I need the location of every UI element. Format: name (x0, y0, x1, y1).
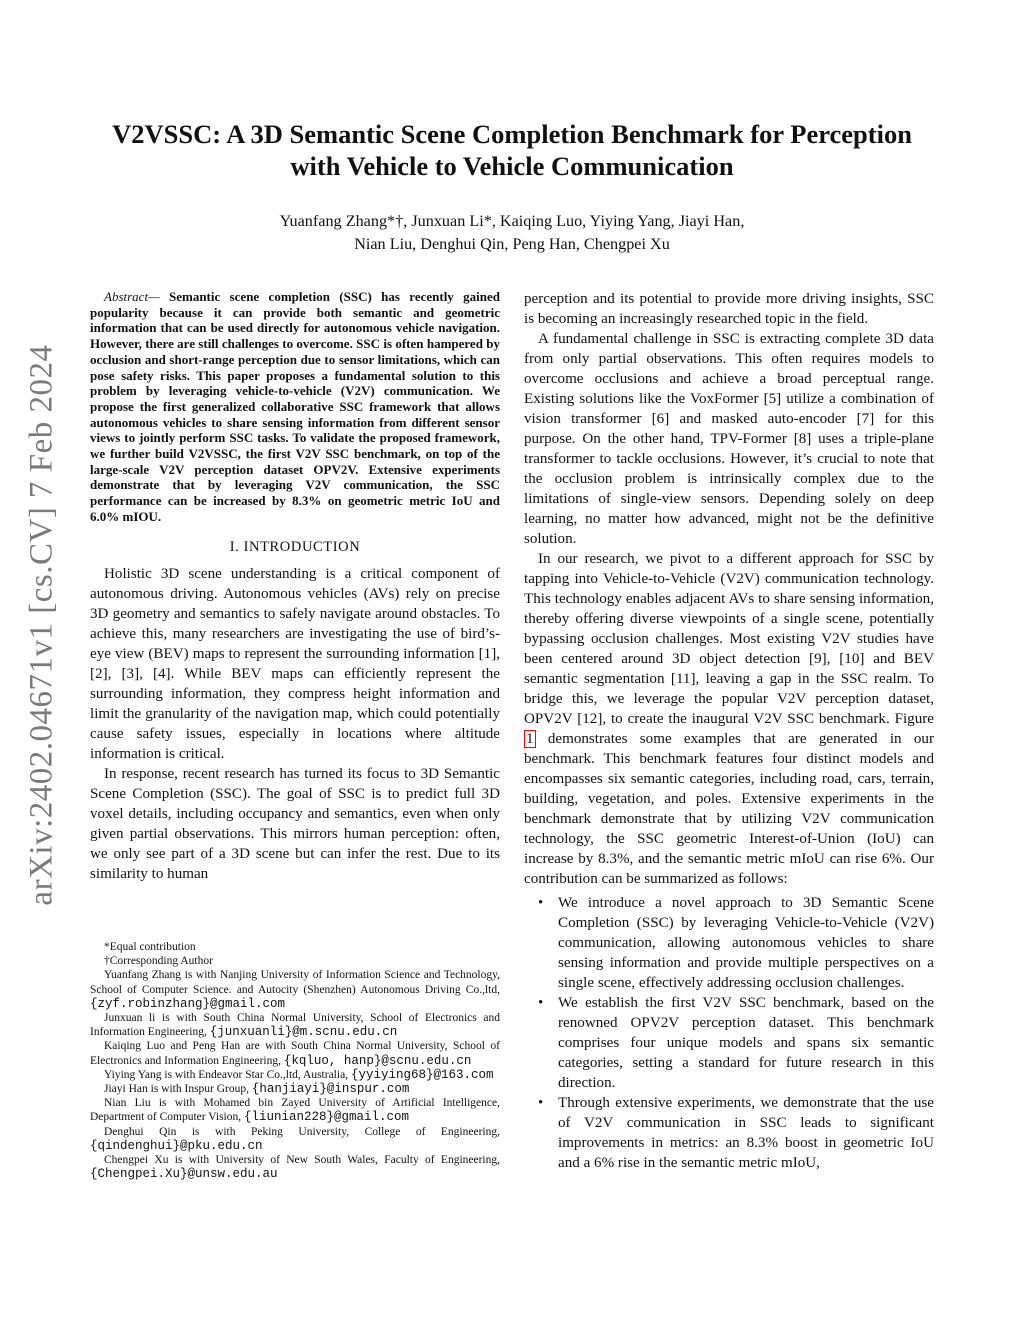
paper-title (60, 118, 964, 182)
intro-paragraph-1: Holistic 3D scene understanding is a critical component of autonomous driving. Autonomous vehicles (AVs) rely on precise 3D geometry and semantics to safely navigate around obstacles. To achieve this, many researchers are investigating the use of bird’s-eye view (BEV) maps to represent the surrounding information [1], [2], [3], [4]. While BEV maps can efficiently represent the surrounding information, they compress height information and limit the granularity of the navigation map, which could potentially cause safety issues, especially in locations where altitude information is critical. (90, 565, 500, 762)
arxiv-identifier: arXiv:2402.04671v1 [cs.CV] 7 Feb 2024 (23, 344, 60, 906)
bullet-icon: • (538, 895, 544, 911)
footnote-affiliation-luo-han: Kaiqing Luo and Peng Han are with South China Normal University, School of Electronics and Information Engineering, {kqluo, hanp}@scnu.edu.cn (90, 1040, 500, 1068)
email-zhang: {zyf.robinzhang}@gmail.com (90, 996, 286, 1011)
author-list (100, 210, 924, 256)
footnote-affiliation-liu: Nian Liu is with Mohamed bin Zayed University of Artificial Intelligence, Department of Computer Vision, {liunian228}@gmail.com (90, 1097, 500, 1125)
email-han: {hanjiayi}@inspur.com (251, 1082, 410, 1097)
intro-paragraph-2: In response, recent research has turned its focus to 3D Semantic Scene Completion (SSC). The goal of SSC is to predict full 3D voxel details, including occupancy and semantics, even when only given partial observations. This mirrors human perception: often, we only see part of a 3D scene but can infer the rest. Due to its similarity to human (90, 765, 500, 882)
contribution-item: • We establish the first V2V SSC benchmark, based on the renowned OPV2V perception dataset. This benchmark comprises four unique models and spans six semantic categories, setting a standard for future research in this direction. (538, 995, 934, 1091)
bullet-icon: • (538, 1095, 544, 1111)
bullet-icon: • (538, 995, 544, 1011)
footnote-affiliation-yang: Yiying Yang is with Endeavor Star Co.,ltd, Australia, {yyiying68}@163.com (104, 1067, 494, 1082)
authors-line-2: Nian Liu, Denghui Qin, Peng Han, Chengpei Xu (354, 235, 670, 253)
left-column (90, 289, 500, 884)
footnote-affiliation-xu: Chengpei Xu is with University of New South Wales, Faculty of Engineering, {Chengpei.Xu}@unsw.edu.au (90, 1154, 500, 1182)
footnote-corresponding-author: †Corresponding Author (104, 955, 213, 968)
footnote-affiliation-zhang: Yuanfang Zhang is with Nanjing University of Information Science and Technology, School of Computer Science. and Autocity (Shenzhen) Autonomous Driving Co.,ltd,{zyf.robinzhang}@gmail.com (90, 969, 500, 1011)
title-line-2: with Vehicle to Vehicle Communication (290, 151, 734, 181)
footnote-affiliation-li: Junxuan li is with South China Normal University, School of Electronics and Information Engineering, {junxuanli}@m.scnu.edu.cn (90, 1012, 500, 1040)
email-xu: {Chengpei.Xu}@unsw.edu.au (90, 1167, 278, 1182)
right-column (524, 289, 934, 1173)
email-liu: {liunian228}@gmail.com (244, 1110, 410, 1125)
footnote-affiliation-han: Jiayi Han is with Inspur Group, {hanjiayi}@inspur.com (104, 1082, 410, 1097)
figure-1-link[interactable]: 1 (526, 731, 534, 747)
right-paragraph-3: In our research, we pivot to a different approach for SSC by tapping into Vehicle-to-Vehicle (V2V) communication technology. This technology enables adjacent AVs to share sensing information, thereby offering diverse viewpoints of a single scene, potentially bypassing occlusion challenges. Most existing V2V studies have been centered around 3D object detection [9], [10] and BEV semantic segmentation [11], leaving a gap in the SSC realm. To bridge this, we leverage the popular V2V perception dataset, OPV2V [12], to create the inaugural V2V SSC benchmark. Figure 1 demonstrates some examples that are generated in our benchmark. This benchmark features four distinct models and encompasses six semantic categories, including road, cars, terrain, building, vegetation, and poles. Extensive experiments in the benchmark demonstrate that by utilizing V2V communication technology, the SSC geometric Interest-of-Union (IoU) can increase by 8.3%, and the semantic metric mIoU can rise 6%. Our contribution can be summarized as follows: (524, 551, 934, 887)
contribution-list (524, 893, 934, 1173)
contribution-item: • Through extensive experiments, we demonstrate that the use of V2V communication in SSC leads to significant improvements in metrics: an 8.3% boost in geometric IoU and a 6% rise in the semantic metric mIoU, (538, 1095, 934, 1171)
abstract-text: Semantic scene completion (SSC) has recently gained popularity because it can provide both semantic and geometric information that can be used directly for autonomous vehicle navigation. However, there are still challenges to overcome. SSC is often hampered by occlusion and short-range perception due to sensor limitations, which can pose safety risks. This paper proposes a fundamental solution to this problem by leveraging vehicle-to-vehicle (V2V) communication. We propose the first generalized collaborative SSC framework that allows autonomous vehicles to share sensing information from different sensor views to jointly perform SSC tasks. To validate the proposed framework, we further build V2VSSC, the first V2V SSC benchmark, on top of the large-scale V2V perception dataset OPV2V. Extensive experiments demonstrate that by leveraging V2V communication, the SSC performance can be increased by 8.3% on geometric metric IoU and 6.0% mIOU. (90, 289, 501, 524)
section-heading-introduction: I. INTRODUCTION (229, 538, 361, 555)
abstract-label: Abstract (104, 289, 149, 304)
authors-line-1: Yuanfang Zhang*†, Junxuan Li*, Kaiqing Luo, Yiying Yang, Jiayi Han, (279, 212, 745, 230)
email-yang: {yyiying68}@163.com (350, 1067, 494, 1082)
title-line-1: V2VSSC: A 3D Semantic Scene Completion Benchmark for Perception (112, 119, 912, 149)
email-luo-han: {kqluo, hanp}@scnu.edu.cn (283, 1053, 472, 1068)
right-paragraph-2: A fundamental challenge in SSC is extracting complete 3D data from only partial observations. This often requires models to overcome occlusions and achieve a broad perceptual range. Existing solutions like the VoxFormer [5] utilize a combination of vision transformer [6] and masked auto-encoder [7] for this purpose. On the other hand, TPV-Former [8] uses a triple-plane transformer to tackle occlusions. However, it’s crucial to note that the occlusion problem is intrinsically complex due to the limitations of single-view sensors. Depending solely on deep learning, no matter how advanced, might not be the definitive solution. (524, 331, 934, 547)
contribution-item: • We introduce a novel approach to 3D Semantic Scene Completion (SSC) by leveraging Vehicle-to-Vehicle (V2V) communication, allowing autonomous vehicles to share sensing information and provide multiple perspectives on a single scene, effectively addressing occlusion challenges. (538, 895, 934, 991)
abstract: Abstract— Semantic scene completion (SSC) has recently gained popularity because it can provide both semantic and geometric information that can be used directly for autonomous vehicle navigation. However, there are still challenges to overcome. SSC is often hampered by occlusion and short-range perception due to sensor limitations, which can pose safety risks. This paper proposes a fundamental solution to this problem by leveraging vehicle-to-vehicle (V2V) communication. We propose the first generalized collaborative SSC framework that allows autonomous vehicles to share sensing information from different sensor views to jointly perform SSC tasks. To validate the proposed framework, we further build V2VSSC, the first V2V SSC benchmark, on top of the large-scale V2V perception dataset OPV2V. Extensive experiments demonstrate that by leveraging V2V communication, the SSC performance can be increased by 8.3% on geometric metric IoU and 6.0% mIOU. (90, 289, 501, 524)
footnotes (90, 940, 500, 1181)
footnote-affiliation-qin: Denghui Qin is with Peking University, College of Engineering, {qindenghui}@pku.edu.cn (90, 1125, 500, 1153)
email-li: {junxuanli}@m.scnu.edu.cn (209, 1025, 398, 1040)
right-paragraph-1: perception and its potential to provide more driving insights, SSC is becoming an increasingly researched topic in the field. (524, 291, 934, 327)
email-qin: {qindenghui}@pku.edu.cn (90, 1138, 263, 1153)
footnote-equal-contribution: *Equal contribution (104, 941, 196, 953)
